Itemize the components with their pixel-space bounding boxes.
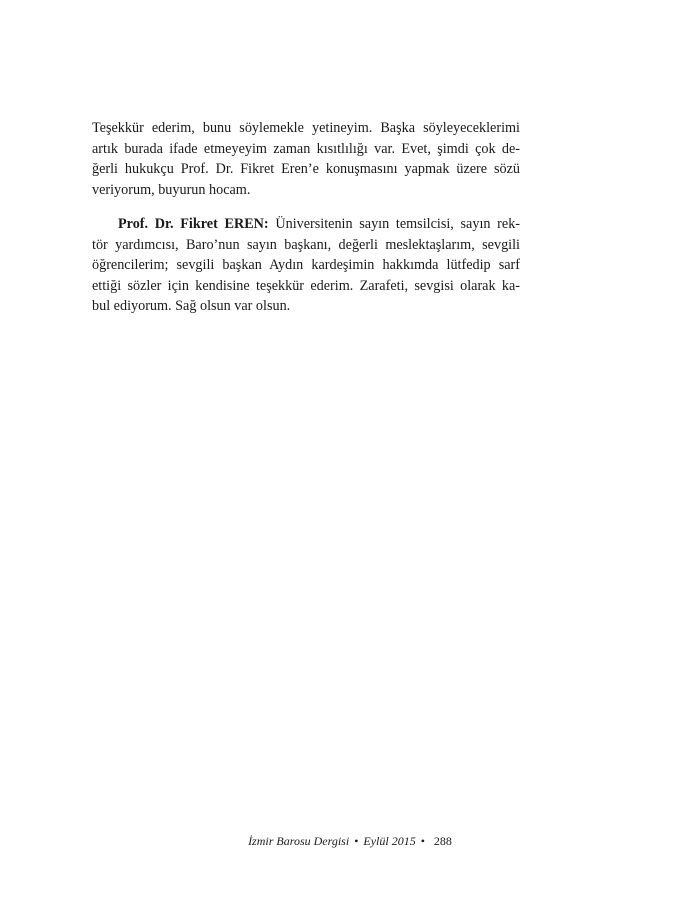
page-number: 288 — [433, 834, 452, 848]
text-line: Teşekkür ederim, bunu söylemekle yetineyim. Başka söyleyeceklerimi — [92, 120, 520, 136]
journal-title: İzmir Barosu Dergisi — [248, 834, 350, 848]
text-line: bul ediyorum. Sağ olsun var olsun. — [92, 298, 291, 314]
paragraph-speaker-remarks — [92, 214, 520, 317]
text-line: öğrencilerim; sevgili başkan Aydın kardeşimin hakkımda lütfedip sarf — [92, 257, 520, 273]
journal-issue: Eylül 2015 — [363, 834, 416, 848]
speaker-name: Prof. Dr. Fikret EREN: — [118, 216, 269, 232]
footer-separator: • — [354, 834, 359, 848]
paragraph-closing-remarks — [92, 118, 520, 200]
speaker-text: Üniversitenin sayın temsilcisi, sayın rek- — [268, 216, 521, 232]
text-line: ettiği sözler için kendisine teşekkür ederim. Zarafeti, sevgisi olarak ka- — [92, 277, 520, 294]
text-line: ğerli hukukçu Prof. Dr. Fikret Eren’e konuşmasını yapmak üzere sözü — [92, 161, 520, 177]
page-footer — [0, 833, 700, 849]
text-line: tör yardımcısı, Baro’nun sayın başkanı, değerli meslektaşlarım, sevgili — [92, 236, 520, 253]
text-line-first — [92, 214, 520, 235]
text-line: artık burada ifade etmeyeyim zaman kısıtlılığı var. Evet, şimdi çok de- — [92, 140, 520, 157]
footer-separator: • — [420, 834, 425, 848]
text-line: veriyorum, buyurun hocam. — [92, 181, 251, 198]
